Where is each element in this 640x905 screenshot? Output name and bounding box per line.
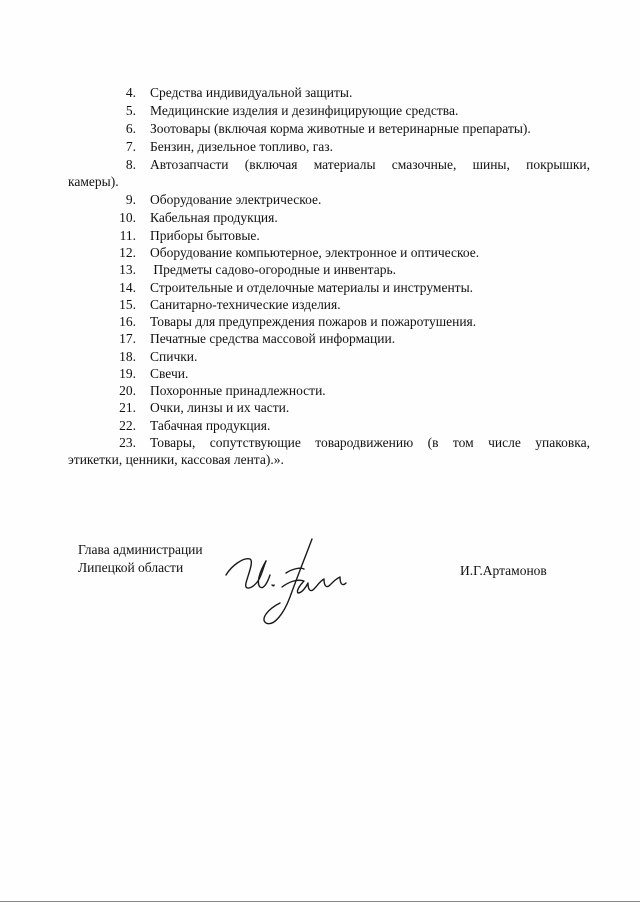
list-item bbox=[78, 296, 640, 313]
item-text: Строительные и отделочные материалы и инструменты. bbox=[150, 280, 474, 295]
item-text: Бензин, дизельное топливо, газ. bbox=[150, 139, 333, 154]
list-item bbox=[78, 102, 640, 119]
list-item bbox=[78, 84, 640, 101]
item-text: Средства индивидуальной защиты. bbox=[150, 85, 353, 100]
item-number: 20. bbox=[119, 383, 136, 398]
item-text: Товары для предупреждения пожаров и пожаротушения. bbox=[150, 314, 477, 329]
list-item bbox=[78, 191, 640, 208]
item-number: 9. bbox=[125, 192, 136, 207]
list-item bbox=[78, 261, 640, 278]
item-text: Кабельная продукция. bbox=[150, 210, 278, 225]
item-text-line1: Товары, сопутствующие товародвижению (в том числе упаковка, bbox=[150, 435, 590, 450]
item-text: Приборы бытовые. bbox=[150, 228, 260, 243]
item-text: Зоотовары (включая корма животные и ветеринарные препараты). bbox=[150, 121, 531, 136]
item-number: 14. bbox=[119, 280, 136, 295]
item-text: Санитарно-технические изделия. bbox=[150, 297, 341, 312]
item-number: 23. bbox=[119, 435, 136, 450]
list-item bbox=[78, 348, 640, 365]
signatory-title-line2: Липецкой области bbox=[78, 559, 184, 575]
list-item bbox=[78, 330, 640, 347]
item-number: 22. bbox=[119, 418, 136, 433]
list-item bbox=[78, 227, 640, 244]
list-item bbox=[78, 279, 640, 296]
signatory-title bbox=[78, 541, 203, 576]
item-number: 5. bbox=[125, 103, 136, 118]
list-item bbox=[78, 313, 640, 330]
item-text: Табачная продукция. bbox=[150, 418, 271, 433]
list-item bbox=[78, 209, 640, 226]
list-item bbox=[78, 120, 640, 137]
item-number: 21. bbox=[119, 400, 136, 415]
list-item bbox=[78, 417, 640, 434]
page-bottom-rule bbox=[0, 901, 640, 902]
item-number: 15. bbox=[119, 297, 136, 312]
list-item bbox=[68, 156, 590, 191]
item-text-line1: Автозапчасти (включая материалы смазочные, шины, покрышки, bbox=[150, 157, 590, 172]
list-item bbox=[68, 434, 590, 469]
item-number: 12. bbox=[119, 245, 136, 260]
item-text: Спички. bbox=[150, 349, 198, 364]
item-number: 10. bbox=[119, 210, 136, 225]
item-number: 11. bbox=[119, 228, 136, 243]
item-number: 8. bbox=[125, 157, 136, 172]
item-number: 6. bbox=[125, 121, 136, 136]
signer-name: И.Г.Артамонов bbox=[460, 563, 547, 578]
list-item bbox=[78, 244, 640, 261]
item-number: 7. bbox=[125, 139, 136, 154]
item-number: 13. bbox=[119, 262, 136, 277]
item-number: 18. bbox=[119, 349, 136, 364]
item-number: 19. bbox=[119, 366, 136, 381]
item-text: Похоронные принадлежности. bbox=[150, 383, 326, 398]
list-item bbox=[78, 399, 640, 416]
list-item bbox=[78, 382, 640, 399]
item-text: Очки, линзы и их части. bbox=[150, 400, 290, 415]
item-text: Печатные средства массовой информации. bbox=[150, 331, 396, 346]
item-text: Оборудование компьютерное, электронное и оптическое. bbox=[150, 245, 480, 260]
list-item bbox=[78, 365, 640, 382]
item-number: 17. bbox=[119, 331, 136, 346]
item-text: Оборудование электрическое. bbox=[150, 192, 322, 207]
item-text-line2: камеры). bbox=[68, 174, 119, 190]
handwritten-signature bbox=[220, 535, 350, 627]
item-number: 16. bbox=[119, 314, 136, 329]
item-number: 4. bbox=[125, 85, 136, 100]
item-text-line2: этикетки, ценники, кассовая лента).». bbox=[68, 452, 284, 468]
item-text: Предметы садово-огородные и инвентарь. bbox=[150, 262, 396, 277]
signatory-title-line1: Глава администрации bbox=[78, 542, 203, 557]
item-text: Свечи. bbox=[150, 366, 189, 381]
item-text: Медицинские изделия и дезинфицирующие средства. bbox=[150, 103, 459, 118]
list-item bbox=[78, 138, 640, 155]
